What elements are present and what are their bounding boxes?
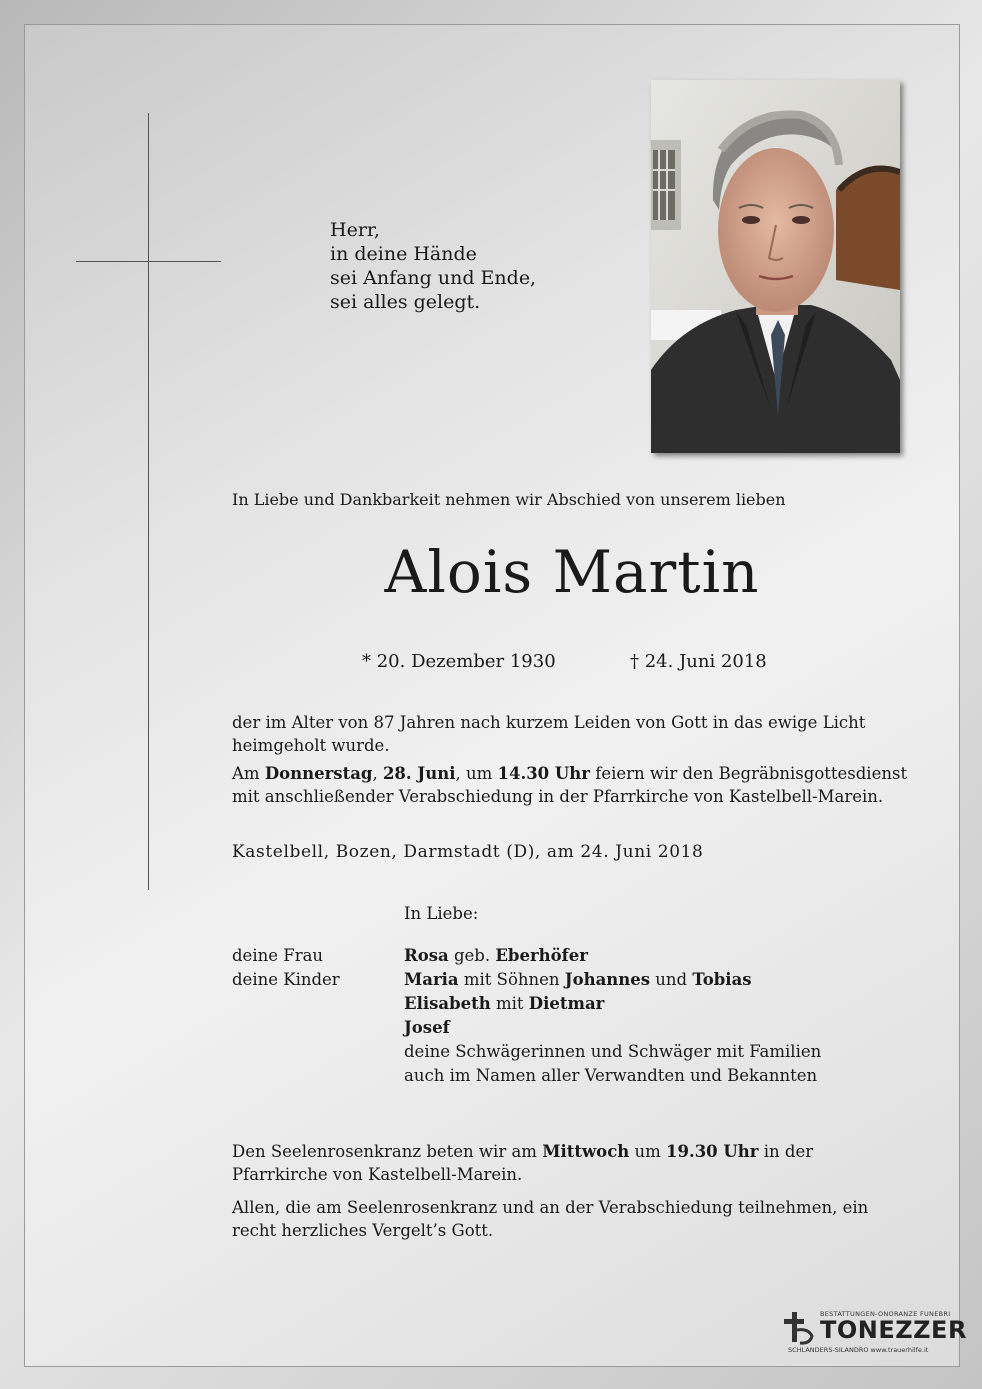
relation-children: deine Kinder	[232, 970, 340, 989]
logo-cross-icon	[780, 1310, 816, 1346]
text-span: Den Seelenrosenkranz beten wir am	[232, 1142, 543, 1161]
text-span: mit	[490, 994, 529, 1013]
place-and-date: Kastelbell, Bozen, Darmstadt (D), am 24. Juni 2018	[232, 842, 704, 862]
family-child-3	[404, 1018, 450, 1037]
name-bold: Tobias	[692, 970, 752, 989]
family-child-1	[404, 970, 752, 989]
family-line-relatives: auch im Namen aller Verwandten und Bekannten	[404, 1066, 818, 1085]
family-line-inlaws: deine Schwägerinnen und Schwäger mit Familien	[404, 1042, 822, 1061]
verse	[330, 218, 536, 314]
name-bold: Josef	[404, 1018, 450, 1037]
verse-line: sei Anfang und Ende,	[330, 267, 537, 289]
funeral-date: 28. Juni	[382, 764, 456, 783]
rosary-day: Mittwoch	[542, 1142, 630, 1161]
funeral-time: 14.30 Uhr	[497, 764, 590, 783]
name-bold: Dietmar	[528, 994, 605, 1013]
paragraph-rosary	[232, 1140, 912, 1186]
text-span: , um	[455, 764, 498, 783]
birth-date: * 20. Dezember 1930	[362, 651, 556, 672]
death-date: † 24. Juni 2018	[630, 651, 767, 672]
logo-top-line: BESTATTUNGEN-ONORANZE FUNEBRI	[820, 1310, 951, 1318]
family-wife	[404, 946, 588, 965]
name-bold: Johannes	[564, 970, 651, 989]
text-span: in der Pfarrkirche von Kastelbell-Marein.	[232, 1142, 814, 1184]
text-span: feiern wir den Begräbnisgottesdienst mit anschließender Verabschiedung in der Pfarrkirche von Kastelbell-Marein.	[232, 764, 908, 806]
verse-line: sei alles gelegt.	[330, 291, 481, 313]
in-liebe-heading: In Liebe:	[404, 904, 479, 923]
verse-line: in deine Hände	[330, 243, 477, 265]
verse-line: Herr,	[330, 219, 380, 241]
relation-wife: deine Frau	[232, 946, 324, 965]
funeral-home-logo	[780, 1308, 967, 1358]
portrait-illustration	[651, 80, 900, 453]
cross-vertical-line	[148, 113, 149, 890]
intro-text: In Liebe und Dankbarkeit nehmen wir Abschied von unserem lieben	[232, 490, 786, 509]
funeral-day: Donnerstag	[264, 764, 373, 783]
portrait-photo	[651, 80, 900, 453]
name-bold: Rosa	[404, 946, 449, 965]
rosary-time: 19.30 Uhr	[666, 1142, 759, 1161]
text-span: um	[629, 1142, 666, 1161]
logo-brand: TONEZZER	[820, 1316, 967, 1344]
name-bold: Maria	[404, 970, 459, 989]
name-bold: Elisabeth	[404, 994, 491, 1013]
paragraph-age: der im Alter von 87 Jahren nach kurzem Leiden von Gott in das ewige Licht heimgeholt wurde.	[232, 713, 866, 755]
family-child-2	[404, 994, 604, 1013]
name-bold: Eberhöfer	[495, 946, 588, 965]
text-span: mit Söhnen	[458, 970, 565, 989]
text-span: und	[650, 970, 693, 989]
text-span: geb.	[448, 946, 496, 965]
paragraph-funeral	[232, 762, 912, 808]
deceased-name: Alois Martin	[384, 538, 760, 606]
text-span: ,	[372, 764, 383, 783]
logo-bottom-line: SCHLANDERS-SILANDRO www.trauerhilfe.it	[788, 1346, 929, 1354]
cross-horizontal-line	[76, 261, 221, 262]
text-span: Am	[232, 764, 265, 783]
paragraph-thanks: Allen, die am Seelenrosenkranz und an der Verabschiedung teilnehmen, ein recht herzliches Vergelt’s Gott.	[232, 1198, 869, 1240]
